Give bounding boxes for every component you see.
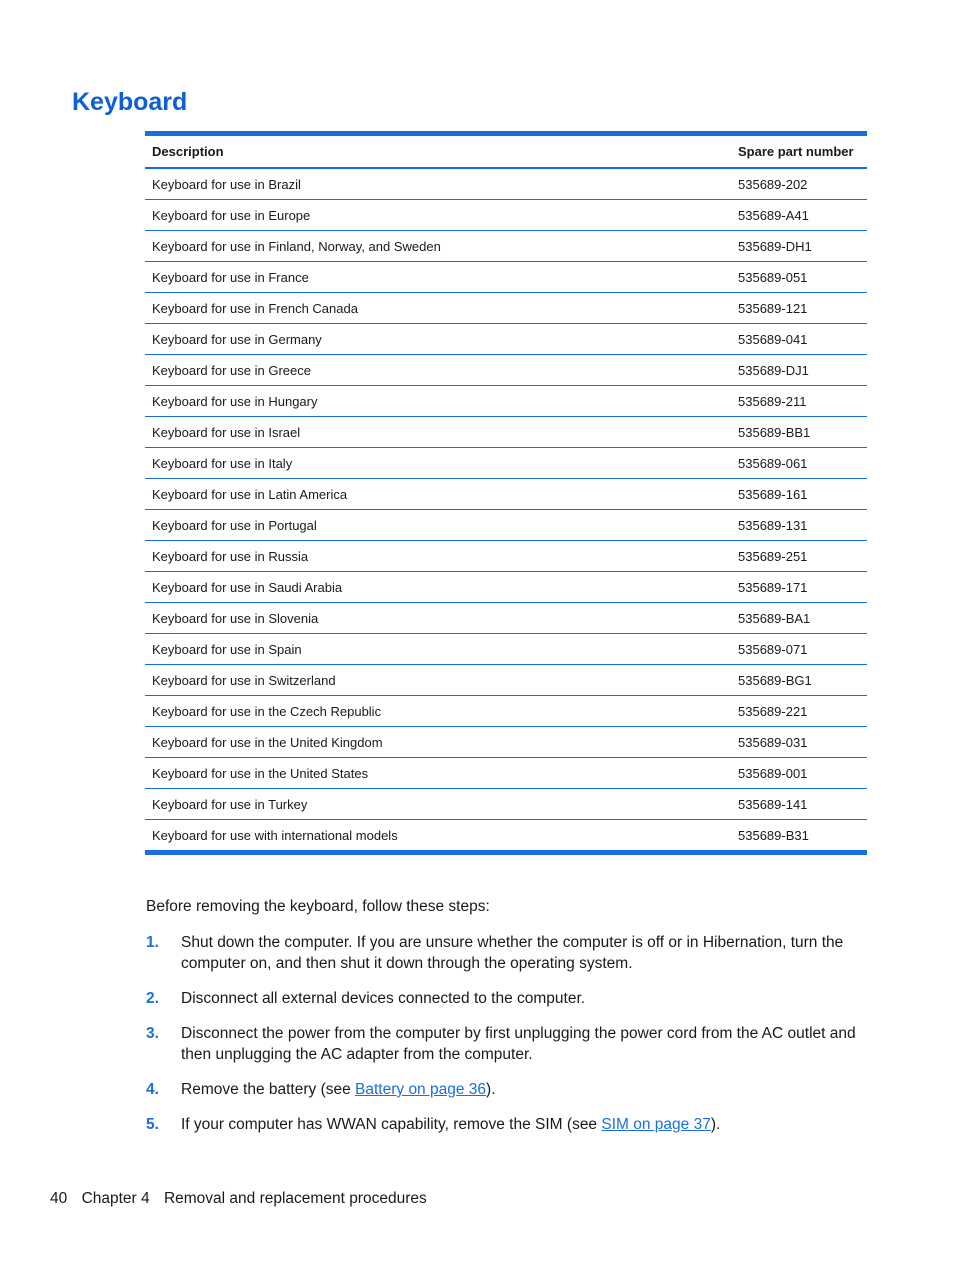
description-cell: Keyboard for use in the United States: [145, 758, 731, 789]
description-cell: Keyboard for use in Latin America: [145, 479, 731, 510]
step-number: 5.: [146, 1116, 159, 1133]
page-footer: [50, 1190, 437, 1208]
description-cell: Keyboard for use in Israel: [145, 417, 731, 448]
chapter-title: Removal and replacement procedures: [163, 1190, 427, 1207]
step-item: [146, 988, 861, 1009]
table-row: [145, 572, 867, 603]
table-row: [145, 758, 867, 789]
table-body: [145, 168, 867, 853]
table-row: [145, 727, 867, 758]
description-cell: Keyboard for use in Spain: [145, 634, 731, 665]
table-row: [145, 634, 867, 665]
description-cell: Keyboard for use in the United Kingdom: [145, 727, 731, 758]
step-text: Disconnect the power from the computer by first unplugging the power cord from the AC outlet and then unplugging the AC adapter from the computer.: [181, 1025, 856, 1063]
table-row: [145, 603, 867, 634]
description-cell: Keyboard for use in French Canada: [145, 293, 731, 324]
description-cell: Keyboard for use in Turkey: [145, 789, 731, 820]
description-cell: Keyboard for use in the Czech Republic: [145, 696, 731, 727]
table-row: [145, 448, 867, 479]
step-text: Disconnect all external devices connected to the computer.: [181, 990, 586, 1007]
spare-part-number-cell: 535689-A41: [731, 200, 867, 231]
table-row: [145, 386, 867, 417]
spare-part-number-cell: 535689-B31: [738, 827, 809, 843]
step-text-after: ).: [710, 1116, 721, 1133]
description-cell: Keyboard for use in Brazil: [145, 168, 731, 200]
cross-reference-link[interactable]: SIM on page 37: [601, 1116, 711, 1133]
table-row: [145, 324, 867, 355]
page-number: 40: [50, 1190, 68, 1207]
spare-parts-table: [145, 131, 867, 855]
step-number: 2.: [146, 990, 159, 1007]
spare-part-number-cell: 535689-001: [731, 758, 867, 789]
description-cell: Keyboard for use in Greece: [145, 355, 731, 386]
page-title: Keyboard: [72, 88, 188, 116]
step-number: 3.: [146, 1025, 159, 1042]
spare-part-number-cell: 535689-031: [731, 727, 867, 758]
spare-part-number-cell: 535689-131: [731, 510, 867, 541]
description-cell: Keyboard for use in Italy: [145, 448, 731, 479]
spare-part-number-cell: 535689-051: [731, 262, 867, 293]
chapter-label: Chapter 4: [81, 1190, 150, 1207]
spare-part-number-cell: 535689-071: [731, 634, 867, 665]
table-row: [145, 355, 867, 386]
step-item: [146, 1023, 861, 1065]
step-item: [146, 932, 861, 974]
spare-part-number-cell: 535689-041: [731, 324, 867, 355]
description-cell: Keyboard for use in Saudi Arabia: [145, 572, 731, 603]
table-row: [145, 262, 867, 293]
spare-part-number-cell: 535689-251: [731, 541, 867, 572]
description-cell: Keyboard for use in Portugal: [145, 510, 731, 541]
spare-part-number-cell: 535689-DH1: [731, 231, 867, 262]
spare-part-number-cell: 535689-BB1: [731, 417, 867, 448]
table-row: [145, 417, 867, 448]
cross-reference-link[interactable]: Battery on page 36: [355, 1081, 487, 1098]
spare-part-number-cell: 535689-221: [731, 696, 867, 727]
step-text: Shut down the computer. If you are unsure whether the computer is off or in Hibernation, turn the computer on, and then shut it down through the operating system.: [181, 934, 844, 972]
description-cell: Keyboard for use in Finland, Norway, and Sweden: [145, 231, 731, 262]
table-row: [145, 665, 867, 696]
spare-part-number-cell: 535689-161: [731, 479, 867, 510]
table-row: [145, 510, 867, 541]
table-row: [145, 820, 867, 853]
table-header-row: [145, 134, 867, 169]
description-cell: Keyboard for use in France: [145, 262, 731, 293]
spare-part-number-cell: 535689-202: [731, 168, 867, 200]
table-row: [145, 789, 867, 820]
description-cell: Keyboard for use in Germany: [145, 324, 731, 355]
step-item: [146, 1114, 861, 1135]
step-text: If your computer has WWAN capability, remove the SIM (see: [181, 1116, 602, 1133]
spare-part-number-cell: 535689-141: [731, 789, 867, 820]
table-row: [145, 231, 867, 262]
spare-part-number-cell: 535689-121: [731, 293, 867, 324]
table-row: [145, 696, 867, 727]
column-header-description: Description: [145, 134, 731, 169]
step-item: [146, 1079, 861, 1100]
column-header-spare-part-number: Spare part number: [731, 134, 867, 169]
description-cell: Keyboard for use in Russia: [145, 541, 731, 572]
spare-part-number-cell: 535689-171: [731, 572, 867, 603]
spare-part-number-cell: 535689-DJ1: [731, 355, 867, 386]
step-number: 4.: [146, 1081, 159, 1098]
intro-text: Before removing the keyboard, follow these steps:: [146, 898, 490, 915]
description-cell: Keyboard for use with international models: [152, 827, 398, 843]
table-row: [145, 293, 867, 324]
description-cell: Keyboard for use in Hungary: [145, 386, 731, 417]
spare-part-number-cell: 535689-211: [731, 386, 867, 417]
description-cell: Keyboard for use in Switzerland: [145, 665, 731, 696]
spare-part-number-cell: 535689-BG1: [731, 665, 867, 696]
steps-list: [146, 932, 861, 1149]
step-text: Remove the battery (see: [181, 1081, 356, 1098]
spare-part-number-cell: 535689-BA1: [731, 603, 867, 634]
description-cell: Keyboard for use in Slovenia: [145, 603, 731, 634]
step-number: 1.: [146, 934, 159, 951]
spare-part-number-cell: 535689-061: [731, 448, 867, 479]
table-row: [145, 168, 867, 200]
description-cell: Keyboard for use in Europe: [145, 200, 731, 231]
table-row: [145, 541, 867, 572]
table-row: [145, 479, 867, 510]
table-row: [145, 200, 867, 231]
step-text-after: ).: [486, 1081, 496, 1098]
